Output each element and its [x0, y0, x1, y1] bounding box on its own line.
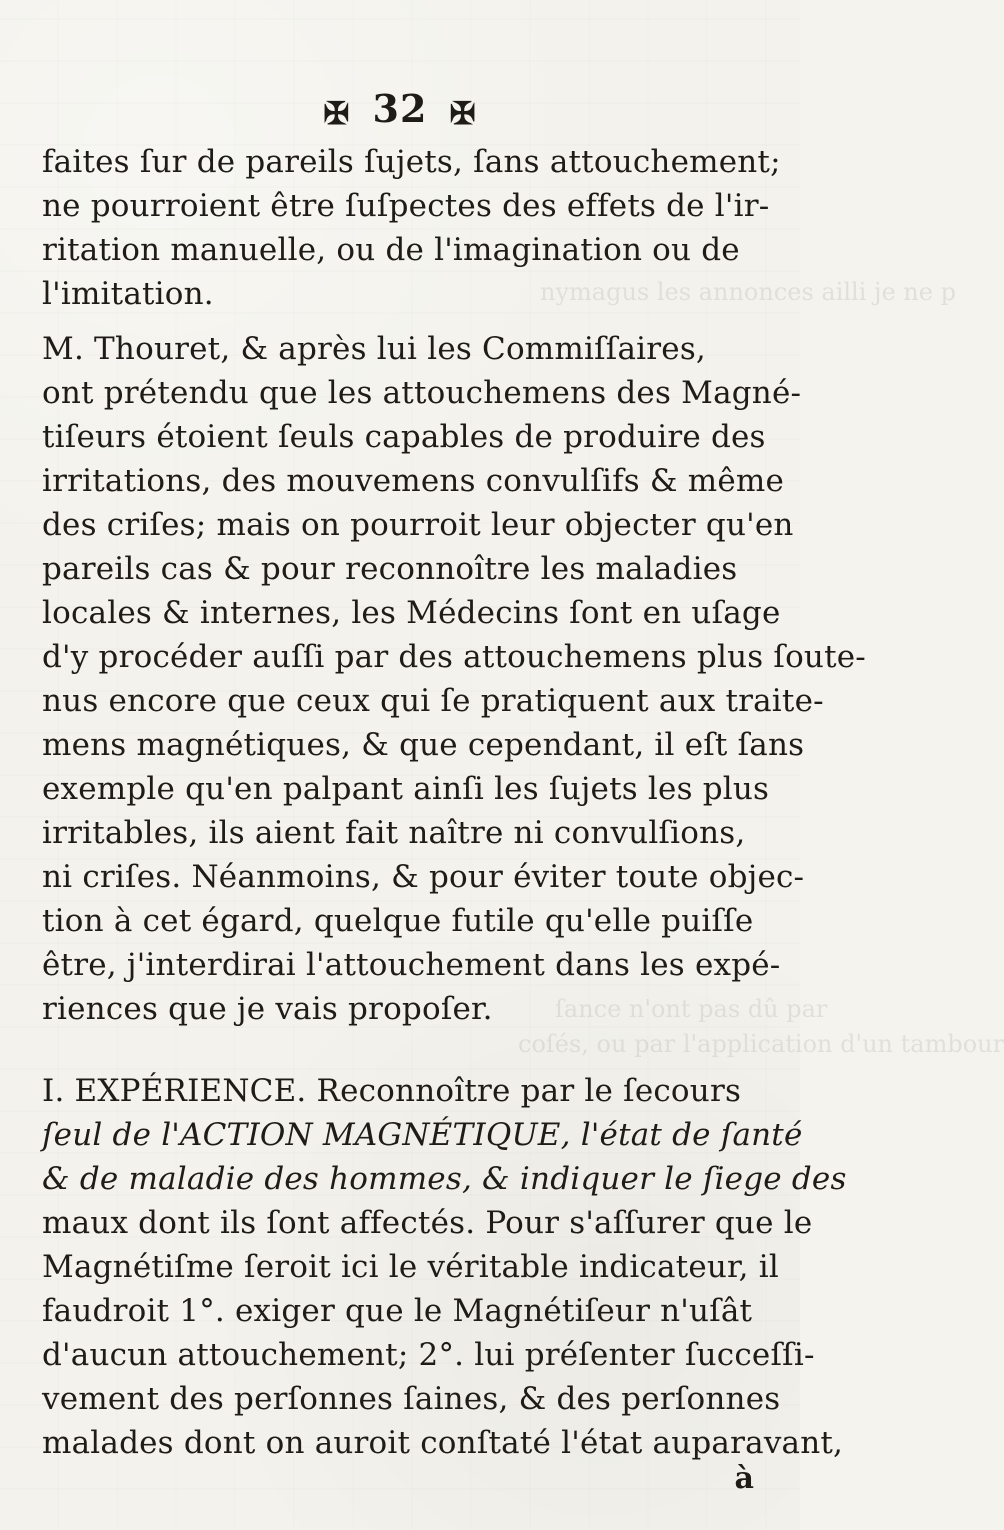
text-line: riences que je vais propoſer. — [42, 991, 493, 1027]
text-line: des criſes; mais on pourroit leur objecter qu'en — [42, 507, 794, 543]
paragraph-1 — [42, 140, 781, 316]
text-line: Magnétiſme ſeroit ici le véritable indicateur, il — [42, 1249, 779, 1285]
page-header — [0, 86, 800, 131]
text-line: nus encore que ceux qui ſe pratiquent aux traite- — [42, 683, 824, 719]
page-number: 32 — [372, 86, 428, 131]
text-line: pareils cas & pour reconnoître les maladies — [42, 551, 738, 587]
text-line: l'imitation. — [42, 276, 214, 312]
text-line: faudroit 1°. exiger que le Magnétiſeur n'uſât — [42, 1293, 753, 1329]
text-line: locales & internes, les Médecins ſont en uſage — [42, 595, 781, 631]
text-line: ni criſes. Néanmoins, & pour éviter toute objec- — [42, 859, 805, 895]
ornament-icon: ✠ — [323, 96, 351, 132]
text-line: faites ſur de pareils ſujets, ſans attouchement; — [42, 144, 781, 180]
ornament-icon: ✠ — [449, 96, 477, 132]
show-through-text: coſés, ou par l'application d'un tambour — [518, 1030, 1004, 1058]
text-line: tion à cet égard, quelque futile qu'elle puiſſe — [42, 903, 754, 939]
text-line: ritation manuelle, ou de l'imagination ou de — [42, 232, 740, 268]
text-line: M. Thouret, & après lui les Commiſſaires, — [42, 331, 706, 367]
text-line: I. EXPÉRIENCE. Reconnoître par le ſecours — [42, 1073, 742, 1109]
text-line: irritables, ils aient fait naître ni convulſions, — [42, 815, 746, 851]
text-line: vement des perſonnes ſaines, & des perſonnes — [42, 1381, 781, 1417]
catchword: à — [734, 1461, 754, 1496]
text-line: exemple qu'en palpant ainſi les ſujets les plus — [42, 771, 770, 807]
text-line: tiſeurs étoient ſeuls capables de produire des — [42, 419, 766, 455]
text-line: d'aucun attouchement; 2°. lui préſenter ſucceſſi- — [42, 1337, 815, 1373]
text-line: ont prétendu que les attouchemens des Magné- — [42, 375, 802, 411]
text-line: ne pourroient être ſuſpectes des effets de l'ir- — [42, 188, 770, 224]
text-line: & de maladie des hommes, & indiquer le ſiege des — [42, 1161, 847, 1197]
show-through-text: nymagus les annonces ailli je ne p — [540, 278, 956, 306]
text-line: maux dont ils ſont affectés. Pour s'aſſurer que le — [42, 1205, 813, 1241]
text-line: ſeul de l'ACTION MAGNÉTIQUE, l'état de ſanté — [42, 1117, 803, 1153]
show-through-text: ſance n'ont pas dû par — [555, 995, 828, 1023]
paragraph-3 — [42, 1069, 847, 1465]
text-line: d'y procéder auſſi par des attouchemens plus ſoute- — [42, 639, 866, 675]
paragraph-2 — [42, 327, 866, 1031]
text-line: malades dont on auroit conſtaté l'état auparavant, — [42, 1425, 844, 1461]
text-line: mens magnétiques, & que cependant, il eſt ſans — [42, 727, 805, 763]
text-line: être, j'interdirai l'attouchement dans les expé- — [42, 947, 781, 983]
text-line: irritations, des mouvemens convulſifs & même — [42, 463, 785, 499]
